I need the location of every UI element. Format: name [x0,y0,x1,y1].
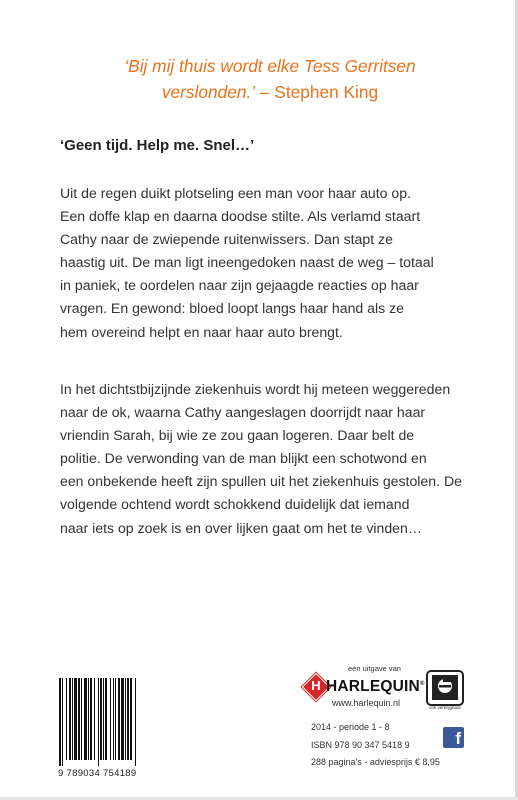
barcode-bar [69,678,71,760]
barcode-bar [88,678,89,760]
registered-mark: ® [419,680,425,687]
ebook-badge-label: ook verkrijgbaar [428,705,461,710]
barcode [58,678,160,778]
barcode-bar [90,678,92,760]
paragraph-line: naar iets op zoek is en over lijken gaat om het te vinden… [60,519,422,536]
barcode-bar [121,678,124,760]
pages-price: 288 pagina’s - adviesprijs € 8,95 [311,757,440,767]
isbn-text: ISBN 978 90 347 5418 9 [311,740,410,750]
endorsement-quote [60,53,480,105]
publisher-block [296,664,425,724]
paragraph-line: in paniek, te oordelen naar zijn gejaagde reacties op haar [60,277,419,294]
paragraph-line: hem overeind helpt en naar haar auto brengt. [60,323,343,340]
tagline: ‘Geen tijd. Help me. Snel…’ [60,137,255,154]
paragraph-line: volgende ochtend wordt schokkend duidelijk dat iemand [60,496,410,513]
barcode-bar [105,678,107,760]
quote-line-2 [60,79,480,105]
barcode-number: 9 789034 754189 [58,768,137,779]
paragraph-line: In het dichtstbijzijnde ziekenhuis wordt hij meteen weggereden [60,381,451,397]
barcode-bar [84,678,87,760]
paragraph-line: vriendin Sarah, bij wie ze zou gaan logeren. Daar belt de [60,427,415,444]
facebook-icon[interactable]: f [443,727,464,748]
barcode-bar [115,678,116,760]
barcode-bar [103,678,104,760]
publication-period: 2014 - periode 1 - 8 [311,722,390,732]
barcode-bar [130,678,132,760]
barcode-bar [127,678,129,760]
barcode-bar [66,678,67,760]
barcode-bar [113,678,114,760]
quote-line-1: ‘Bij mij thuis wordt elke Tess Gerritsen [124,56,416,76]
barcode-bar [74,678,77,760]
publisher-name [326,678,425,696]
barcode-bar [78,678,80,760]
blurb-paragraph-1 [60,182,480,344]
barcode-bar [59,678,61,766]
barcode-bar [118,678,120,760]
blurb-paragraph-2 [60,378,480,540]
paragraph-line: vragen. En gewond: bloed loopt langs haar hand als ze [60,300,404,317]
harlequin-logo-letter: H [311,678,321,693]
barcode-bar [100,678,102,760]
barcode-bar [135,678,136,766]
publisher-name-text: HARLEQUIN [326,678,420,695]
barcode-bar [72,678,73,760]
barcode-bar [125,678,126,760]
paragraph-line: Een doffe klap en daarna doodse stilte. Als verlamd staart [60,208,421,225]
paragraph-line: Cathy naar de zwiepende ruitenwissers. Dan stapt ze [60,231,393,248]
paragraph-line: politie. De verwonding van de man blijkt een schotwond en [60,450,427,467]
barcode-bar [110,678,111,760]
barcode-bar [94,678,95,760]
quote-attribution: – Stephen King [255,82,379,102]
barcode-bar [81,678,82,760]
paragraph-line: een onbekende heeft zijn spullen uit het ziekenhuis gestolen. De [60,473,462,490]
barcode-bar [62,678,63,766]
barcode-bar [98,678,99,766]
paragraph-line: Uit de regen duikt plotseling een man voor haar auto op. [60,185,412,201]
publisher-tagline: een uitgave van [348,664,401,673]
publisher-url: www.harlequin.nl [332,698,401,708]
paragraph-line: haastig uit. De man ligt ineengedoken naast de weg – totaal [60,254,434,271]
paragraph-line: naar de ok, waarna Cathy aangeslagen doorrijdt naar haar [60,404,426,421]
quote-line-2-italic: verslonden.’ [161,82,256,102]
